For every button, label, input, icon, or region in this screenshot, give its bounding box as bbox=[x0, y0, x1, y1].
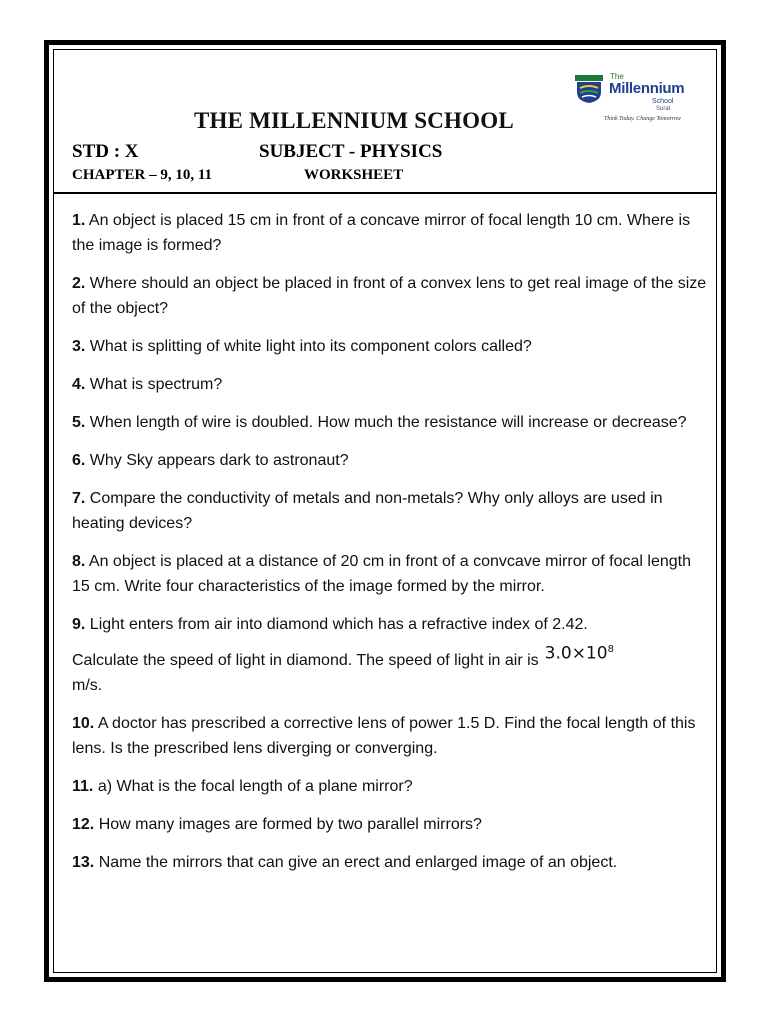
worksheet-label: WORKSHEET bbox=[304, 167, 404, 183]
logo-school-text: School bbox=[652, 98, 674, 105]
question-text: a) What is the focal length of a plane mirror? bbox=[97, 777, 413, 795]
speed-of-light-value bbox=[545, 637, 614, 667]
question-item bbox=[72, 774, 712, 799]
question-text: Where should an object be placed in front of a convex lens to get real image of the size of the object? bbox=[72, 275, 707, 317]
school-emblem-icon bbox=[574, 74, 604, 104]
question-text: What is spectrum? bbox=[89, 376, 223, 393]
question-item bbox=[72, 410, 712, 435]
school-logo bbox=[574, 72, 714, 128]
question-number: 2. bbox=[72, 275, 86, 292]
question-list bbox=[72, 208, 712, 888]
subject-label: SUBJECT - PHYSICS bbox=[259, 141, 443, 162]
sci-base: 3.0×10 bbox=[544, 643, 608, 664]
school-title: THE MILLENNIUM SCHOOL bbox=[194, 108, 514, 133]
question-item bbox=[72, 372, 712, 397]
logo-city-text: Surat bbox=[656, 106, 671, 112]
worksheet-header bbox=[54, 50, 716, 194]
sci-exponent: 8 bbox=[607, 644, 614, 655]
question-text-line3: m/s. bbox=[72, 676, 103, 694]
question-text: How many images are formed by two parallel mirrors? bbox=[98, 815, 482, 833]
question-item bbox=[72, 812, 712, 837]
question-number: 11. bbox=[72, 777, 94, 795]
question-text: Light enters from air into diamond which has a refractive index of 2.42. bbox=[89, 616, 588, 633]
question-item bbox=[72, 334, 712, 359]
question-item bbox=[72, 271, 712, 321]
question-text: An object is placed 15 cm in front of a concave mirror of focal length 10 cm. Where is the image is formed? bbox=[72, 212, 691, 254]
logo-tagline: Think Today. Change Tomorrow bbox=[604, 116, 682, 122]
question-number: 5. bbox=[72, 414, 86, 431]
question-number: 8. bbox=[72, 553, 86, 570]
question-number: 3. bbox=[72, 338, 86, 355]
question-item bbox=[72, 448, 712, 473]
chapter-label: CHAPTER – 9, 10, 11 bbox=[72, 167, 213, 183]
logo-name: Millennium bbox=[609, 80, 685, 97]
question-text: Name the mirrors that can give an erect and enlarged image of an object. bbox=[98, 853, 618, 871]
question-item bbox=[72, 612, 712, 698]
question-number: 4. bbox=[72, 376, 86, 393]
inner-frame bbox=[53, 49, 717, 973]
question-text: What is splitting of white light into its component colors called? bbox=[89, 338, 532, 355]
question-number: 1. bbox=[72, 212, 86, 229]
question-number: 12. bbox=[72, 815, 95, 833]
std-label: STD : X bbox=[72, 141, 139, 162]
question-text: A doctor has prescribed a corrective lens of power 1.5 D. Find the focal length of this lens. Is the prescribed lens diverging or converging. bbox=[72, 714, 696, 757]
question-text-line2: Calculate the speed of light in diamond. The speed of light in air is bbox=[72, 651, 539, 669]
question-number: 13. bbox=[72, 853, 95, 871]
question-number: 10. bbox=[72, 714, 95, 732]
question-item bbox=[72, 486, 712, 536]
question-item bbox=[72, 549, 712, 599]
question-text: An object is placed at a distance of 20 cm in front of a convcave mirror of focal length 15 cm. Write four characteristics of the image formed by the mirror. bbox=[72, 553, 691, 595]
question-text: When length of wire is doubled. How much the resistance will increase or decrease? bbox=[89, 414, 687, 431]
page-border bbox=[44, 40, 726, 982]
question-item bbox=[72, 850, 712, 875]
question-text: Why Sky appears dark to astronaut? bbox=[89, 452, 349, 469]
question-number: 7. bbox=[72, 490, 86, 507]
question-item bbox=[72, 711, 712, 761]
question-item bbox=[72, 208, 712, 258]
question-number: 6. bbox=[72, 452, 86, 469]
question-text: Compare the conductivity of metals and non-metals? Why only alloys are used in heating devices? bbox=[72, 490, 663, 532]
logo-the-text: The bbox=[610, 72, 624, 81]
question-number: 9. bbox=[72, 616, 86, 633]
